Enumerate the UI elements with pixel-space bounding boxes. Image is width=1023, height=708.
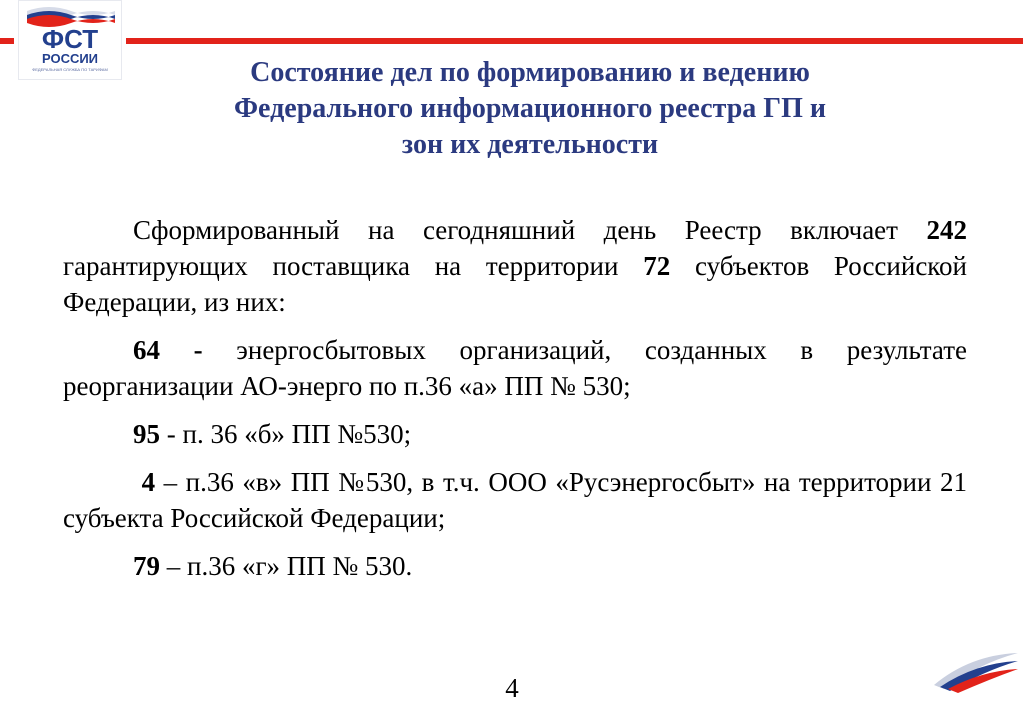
slide-body	[63, 212, 967, 584]
intro-number-subjects: 72	[643, 251, 671, 281]
list-item	[63, 332, 967, 404]
list-item	[63, 464, 967, 536]
intro-paragraph	[63, 212, 967, 320]
fst-logo	[14, 0, 126, 82]
item-number: 95	[133, 419, 160, 449]
intro-text-2: гарантирующих поставщика на территории	[63, 251, 644, 281]
logo-frame	[18, 0, 122, 80]
item-text: – п.36 «г» ПП № 530.	[160, 551, 413, 581]
intro-text-1: Сформированный на сегодняшний день Реестр включает	[133, 215, 927, 245]
logo-subtitle: РОССИИ	[41, 51, 99, 66]
logo-small-text: ФЕДЕРАЛЬНАЯ СЛУЖБА ПО ТАРИФАМ	[32, 67, 108, 72]
item-number: 79	[133, 551, 160, 581]
logo-title: ФСТ	[41, 24, 99, 54]
intro-number-gp: 242	[926, 215, 967, 245]
header-red-line-left	[0, 38, 14, 44]
item-text: энергосбытовых организаций, созданных в результате реорганизации АО-энерго по п.36 «а» ПП № 530;	[63, 335, 967, 401]
list-item	[63, 416, 967, 452]
item-text: – п.36 «в» ПП №530, в т.ч. ООО «Русэнергосбыт» на территории 21 субъекта Российской Федерации;	[63, 467, 967, 533]
header-red-line	[126, 38, 1023, 44]
title-line-2: Федерального информационного реестра ГП и	[234, 93, 826, 124]
slide-title	[150, 55, 910, 163]
list-item	[63, 548, 967, 584]
page-number: 4	[505, 673, 519, 703]
intro-text-3: субъектов Российской Федерации, из них:	[63, 251, 967, 317]
item-number: 64 -	[133, 335, 203, 365]
title-line-3: зон их деятельности	[401, 129, 659, 160]
item-number: 4	[141, 467, 156, 497]
title-line-1: Состояние дел по формированию и ведению	[250, 57, 810, 88]
decorative-swoosh-icon	[930, 645, 1020, 695]
item-text: - п. 36 «б» ПП №530;	[160, 419, 412, 449]
